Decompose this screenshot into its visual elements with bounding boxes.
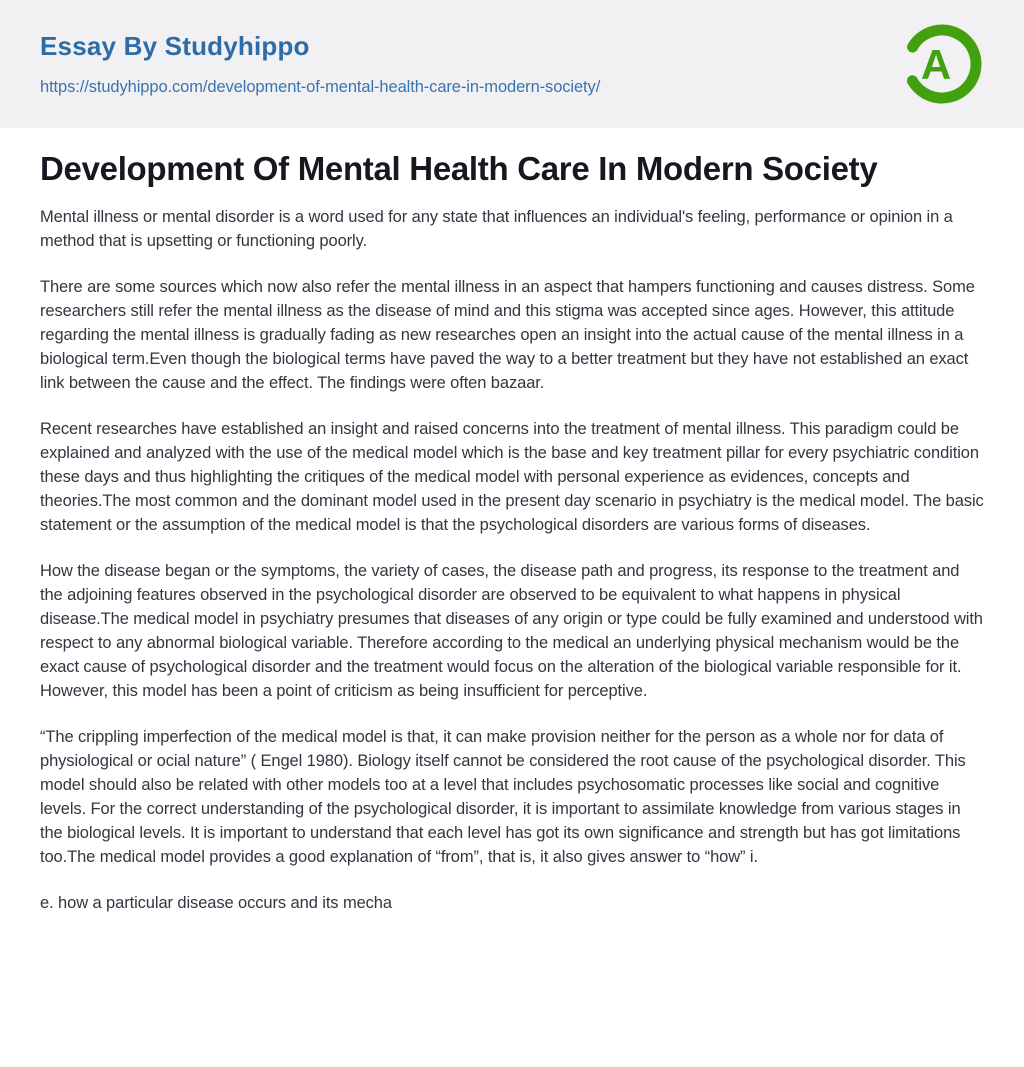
essay-paragraph: “The crippling imperfection of the medical model is that, it can make provision neither for the person as a whole nor for data of physiological or ocial nature” ( Engel 1980). Biology itself cannot be considered the root cause of the psychological disorder. This model should also be related with other models too at a level that includes psychosomatic processes like social and cognitive levels. For the correct understanding of the psychological disorder, it is important to assimilate knowledge from various stages in the biological levels. It is important to understand that each level has got its own significance and strength but has got limitations too.The medical model provides a good explanation of “from”, that is, it also gives answer to “how” i. — [40, 727, 966, 866]
page-header — [0, 0, 1024, 128]
essay-paragraph: There are some sources which now also refer the mental illness in an aspect that hampers functioning and causes distress. Some researchers still refer the mental illness as the disease of mind and this stigma was accepted since ages. However, this attitude regarding the mental illness is gradually fading as new researches open an insight into the actual cause of the mental illness in a biological term.Even though the biological terms have paved the way to a better treatment but they have not established an exact link between the cause and the effect. The findings were often bazaar. — [40, 277, 975, 392]
essay-paragraph: Mental illness or mental disorder is a word used for any state that influences an individual's feeling, performance or opinion in a method that is upsetting or functioning poorly. — [40, 207, 953, 250]
header-text-block — [40, 31, 600, 97]
essay-article — [0, 128, 1024, 915]
essay-paragraph: How the disease began or the symptoms, the variety of cases, the disease path and progress, its response to the treatment and the adjoining features observed in the psychological disorder are observed to be equivalent to what happens in physical disease.The medical model in psychiatry presumes that diseases of any origin or type could be fully examined and understood with respect to any abnormal biological variable. Therefore according to the medical an underlying physical mechanism would be the exact cause of psychological disorder and the treatment would focus on the alteration of the biological variable responsible for it. However, this model has been a point of criticism as being insufficient for perceptive. — [40, 561, 983, 700]
logo-letter: A — [920, 41, 952, 88]
site-title: Essay By Studyhippo — [40, 31, 310, 61]
essay-paragraph: Recent researches have established an insight and raised concerns into the treatment of mental illness. This paradigm could be explained and analyzed with the use of the medical model which is the base and key treatment pillar for every psychiatric condition these days and thus highlighting the critiques of the medical model with personal experience as evidences, concepts and theories.The most common and the dominant model used in the present day scenario in psychiatry is the medical model. The basic statement or the assumption of the medical model is that the psychological disorders are various forms of diseases. — [40, 419, 984, 534]
essay-paragraph: e. how a particular disease occurs and its mecha — [40, 893, 392, 912]
studyhippo-logo-icon — [898, 12, 986, 116]
essay-title: Development Of Mental Health Care In Modern Society — [40, 150, 878, 187]
source-url-link[interactable]: https://studyhippo.com/development-of-mental-health-care-in-modern-society/ — [40, 78, 601, 96]
